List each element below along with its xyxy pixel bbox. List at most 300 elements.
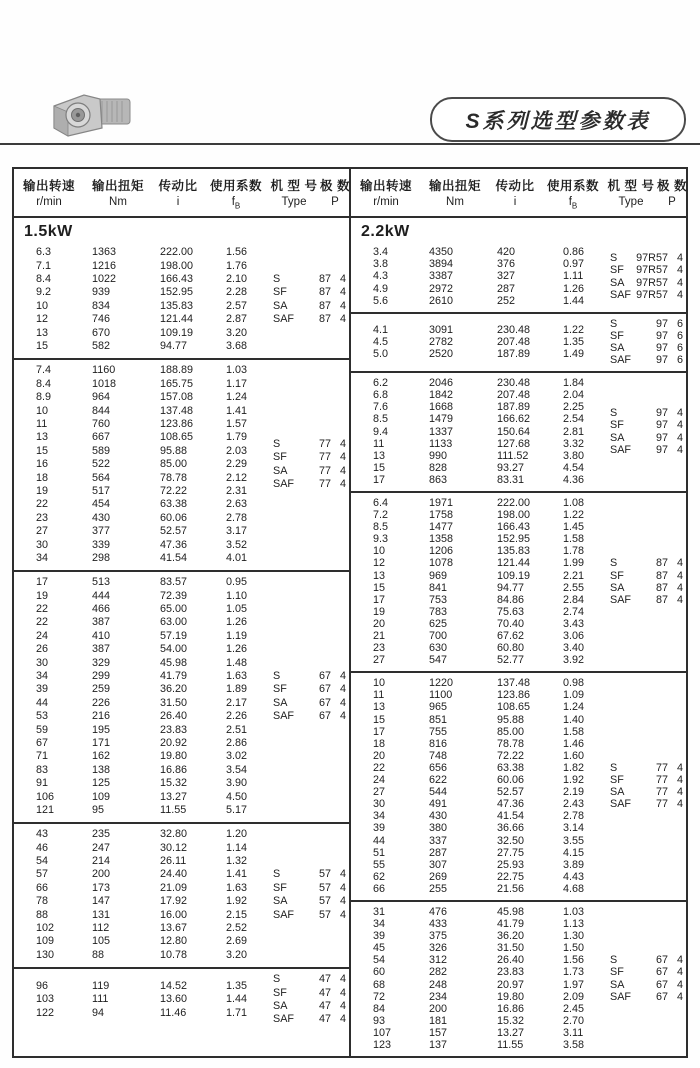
cell-value: 1.58	[563, 533, 585, 546]
cell-value: 2.51	[226, 723, 248, 736]
cell-value: 20	[373, 617, 386, 630]
cell-value: 122	[36, 1006, 55, 1019]
table-row	[14, 737, 257, 750]
cell-value: 2.54	[563, 413, 585, 426]
cell-value: 6.3	[36, 246, 52, 259]
cell-value: 1216	[92, 259, 117, 272]
cell-value: 123	[373, 1039, 392, 1052]
poles-value: 4	[676, 761, 683, 774]
cell-value: 3.68	[226, 340, 248, 353]
model-name	[610, 354, 668, 366]
data-rows	[351, 246, 594, 306]
model-size: 67	[655, 990, 668, 1003]
cell-value: 13	[373, 701, 386, 714]
cell-value: 166.43	[160, 273, 194, 286]
cell-value: 34	[373, 918, 386, 931]
cell-value: 23.83	[497, 966, 525, 979]
column-header-row	[14, 169, 349, 218]
column-header-unit: r/min	[36, 196, 62, 208]
cell-value: 105	[92, 935, 111, 948]
cell-value: 83.31	[497, 473, 525, 486]
model-size: 87	[655, 593, 668, 606]
cell-value: 26	[36, 643, 49, 656]
model-name	[273, 868, 331, 881]
table-row	[14, 260, 257, 273]
poles-value: 4	[676, 557, 683, 570]
cell-value: 31.50	[160, 696, 188, 709]
cell-value: 54	[373, 954, 386, 967]
column-header-zh: 使用系数	[209, 179, 262, 193]
cell-value: 755	[429, 725, 448, 738]
table-row	[351, 618, 594, 630]
cell-value: 252	[497, 294, 516, 307]
model-name	[610, 277, 668, 289]
cell-value: 939	[92, 286, 111, 299]
model-name	[610, 762, 668, 774]
poles-value: 4	[676, 407, 683, 420]
poles-value: 4	[676, 419, 683, 432]
ratio-block	[351, 373, 686, 493]
column-header-cell	[204, 176, 268, 210]
cell-value: 491	[429, 798, 448, 811]
cell-value: 1160	[92, 364, 116, 377]
data-rows	[14, 980, 257, 1020]
cell-value: 95	[92, 803, 105, 816]
cell-value: 1.92	[563, 774, 585, 787]
table-row	[351, 642, 594, 654]
table-row	[14, 458, 257, 471]
model-name	[610, 289, 668, 301]
model-prefix: SF	[610, 329, 624, 342]
cell-value: 109.19	[497, 569, 531, 582]
cell-value: 125	[92, 777, 111, 790]
cell-value: 17	[36, 576, 49, 589]
model-size: 97	[655, 329, 668, 342]
cell-value: 63.38	[497, 761, 525, 774]
poles-value: 4	[339, 908, 346, 921]
cell-value: 3.55	[563, 834, 585, 847]
column-header-zh: 极 数	[657, 179, 687, 193]
cell-value: 152.95	[160, 286, 194, 299]
cell-value: 9.4	[373, 425, 389, 438]
model-row	[594, 762, 698, 774]
table-row	[351, 377, 594, 389]
model-name	[273, 478, 331, 491]
model-row	[594, 979, 698, 991]
table-row	[14, 670, 257, 683]
cell-value: 1.97	[563, 978, 585, 991]
model-prefix: S	[610, 557, 618, 570]
model-row	[594, 594, 698, 606]
cell-value: 834	[92, 299, 111, 312]
cell-value: 622	[429, 774, 448, 787]
model-rows	[594, 407, 698, 455]
cell-value: 13.27	[160, 790, 188, 803]
poles-value: 4	[676, 966, 683, 979]
cell-value: 72	[373, 990, 386, 1003]
table-row	[351, 426, 594, 438]
model-prefix: SAF	[610, 288, 631, 301]
cell-value: 188.89	[160, 364, 194, 377]
cell-value: 216	[92, 710, 111, 723]
cell-value: 24.40	[160, 868, 188, 881]
table-row	[351, 438, 594, 450]
power-label: 2.2kW	[361, 223, 410, 241]
poles-value: 4	[676, 798, 683, 811]
cell-value: 75.63	[497, 605, 525, 618]
model-prefix: S	[610, 761, 618, 774]
model-row	[594, 991, 698, 1003]
table-row	[14, 630, 257, 643]
cell-value: 20.97	[497, 978, 525, 991]
cell-value: 8.9	[36, 391, 52, 404]
model-name	[610, 979, 668, 991]
column-header-unit: i	[513, 196, 517, 208]
cell-value: 72.22	[160, 484, 188, 497]
model-name	[610, 432, 668, 444]
table-half-1-5kw	[14, 169, 349, 1056]
column-header-cell	[152, 176, 204, 210]
model-prefix: S	[610, 407, 618, 420]
cell-value: 3.02	[226, 750, 248, 763]
cell-value: 15	[36, 340, 49, 353]
cell-value: 1.24	[563, 701, 585, 714]
table-row	[351, 594, 594, 606]
column-header-unit: i	[176, 196, 180, 208]
ratio-block	[14, 360, 349, 572]
column-header-zh: 输出扭矩	[428, 179, 481, 193]
cell-value: 27	[373, 654, 386, 667]
cell-value: 1.10	[226, 589, 248, 602]
cell-value: 83.57	[160, 576, 188, 589]
model-name	[610, 264, 668, 276]
cell-value: 2.03	[226, 444, 248, 457]
poles-value: 4	[676, 786, 683, 799]
column-header-unit: $f_B$	[568, 196, 578, 211]
column-header-cell	[14, 176, 84, 210]
model-name	[273, 286, 331, 299]
cell-value: 11.46	[160, 1006, 187, 1019]
cell-value: 6.8	[373, 389, 389, 402]
cell-value: 207.48	[497, 335, 531, 348]
model-row	[594, 786, 698, 798]
model-prefix: SA	[610, 978, 625, 991]
cell-value: 4.15	[563, 846, 585, 859]
cell-value: 1078	[429, 557, 454, 570]
cell-value: 380	[429, 822, 448, 835]
cell-value: 10	[373, 677, 386, 690]
cell-value: 5.17	[226, 803, 248, 816]
model-row	[257, 670, 361, 683]
cell-value: 26.40	[160, 710, 188, 723]
cell-value: 4.36	[563, 473, 585, 486]
cell-value: 969	[429, 569, 448, 582]
model-name	[273, 710, 331, 723]
cell-value: 1.26	[226, 616, 248, 629]
cell-value: 844	[92, 404, 111, 417]
cell-value: 41.79	[160, 670, 188, 683]
poles-value: 4	[339, 895, 346, 908]
model-row	[594, 264, 698, 276]
model-name	[273, 451, 331, 464]
cell-value: 34	[36, 670, 49, 683]
cell-value: 433	[429, 918, 448, 931]
cell-value: 287	[497, 282, 516, 295]
cell-value: 0.97	[563, 258, 585, 271]
cell-value: 13.27	[497, 1026, 525, 1039]
model-prefix: SAF	[610, 354, 631, 367]
cell-value: 21.56	[497, 882, 525, 895]
model-row	[257, 465, 361, 478]
model-name	[610, 966, 668, 978]
cell-value: 94.77	[497, 581, 525, 594]
poles-value: 4	[339, 868, 346, 881]
cell-value: 841	[429, 581, 448, 594]
cell-value: 53	[36, 710, 49, 723]
table-row	[351, 348, 594, 360]
poles-value: 4	[676, 443, 683, 456]
model-size: 47	[318, 986, 331, 999]
cell-value: 1971	[429, 496, 454, 509]
model-rows	[594, 762, 698, 810]
table-row	[351, 871, 594, 883]
model-size: 97	[655, 431, 668, 444]
table-row	[351, 557, 594, 569]
cell-value: 41.54	[160, 551, 188, 564]
poles-value: 4	[676, 288, 683, 301]
cell-value: 22	[36, 616, 49, 629]
cell-value: 1.20	[226, 828, 248, 841]
cell-value: 44	[373, 834, 386, 847]
poles-value: 4	[676, 252, 683, 265]
model-prefix: SAF	[273, 710, 294, 723]
table-row	[351, 389, 594, 401]
cell-value: 2.15	[226, 908, 248, 921]
table-row	[14, 697, 257, 710]
cell-value: 430	[429, 810, 448, 823]
cell-value: 1.56	[563, 954, 585, 967]
cell-value: 85.00	[497, 725, 525, 738]
model-prefix: SF	[610, 569, 624, 582]
cell-value: 22	[36, 603, 49, 616]
poles-value: 4	[339, 299, 346, 312]
cell-value: 15	[373, 461, 386, 474]
table-row	[351, 701, 594, 713]
cell-value: 1.84	[563, 377, 585, 390]
cell-value: 17	[373, 593, 386, 606]
cell-value: 4.50	[226, 790, 248, 803]
table-row	[14, 895, 257, 908]
cell-value: 45	[373, 942, 386, 955]
model-row	[257, 909, 361, 922]
cell-value: 2.17	[226, 696, 248, 709]
cell-value: 94	[92, 1006, 105, 1019]
model-name	[610, 594, 668, 606]
table-row	[351, 413, 594, 425]
cell-value: 187.89	[497, 401, 531, 414]
model-row	[257, 273, 361, 286]
table-row	[14, 246, 257, 259]
model-size: 77	[655, 798, 668, 811]
cell-value: 31.50	[497, 942, 525, 955]
table-row	[14, 855, 257, 868]
cell-value: 2.04	[563, 389, 585, 402]
cell-value: 57.19	[160, 629, 188, 642]
cell-value: 121	[36, 803, 55, 816]
cell-value: 2046	[429, 377, 454, 390]
cell-value: 30	[36, 656, 49, 669]
ratio-block	[14, 572, 349, 824]
model-row	[594, 342, 698, 354]
cell-value: 171	[92, 736, 111, 749]
cell-value: 4.3	[373, 270, 389, 283]
cell-value: 2.28	[226, 286, 248, 299]
cell-value: 165.75	[160, 377, 194, 390]
cell-value: 1133	[429, 437, 453, 450]
data-rows	[351, 677, 594, 895]
cell-value: 19.80	[160, 750, 188, 763]
table-row	[14, 882, 257, 895]
cell-value: 517	[92, 484, 111, 497]
cell-value: 3.20	[226, 948, 248, 961]
model-prefix: SF	[610, 419, 624, 432]
table-row	[351, 570, 594, 582]
cell-value: 454	[92, 498, 111, 511]
cell-value: 2.84	[563, 593, 585, 606]
poles-value: 4	[676, 276, 683, 289]
cell-value: 13.60	[160, 993, 188, 1006]
model-name	[273, 697, 331, 710]
cell-value: 1.24	[226, 391, 248, 404]
table-row	[351, 738, 594, 750]
cell-value: 4.1	[373, 323, 389, 336]
cell-value: 21	[373, 630, 386, 643]
model-size: 87	[318, 313, 331, 326]
cell-value: 36.66	[497, 822, 525, 835]
model-row	[594, 954, 698, 966]
data-rows	[14, 576, 257, 817]
model-size: 67	[655, 966, 668, 979]
table-row	[14, 791, 257, 804]
cell-value: 200	[92, 868, 111, 881]
cell-value: 2.70	[563, 1014, 585, 1027]
cell-value: 137.48	[160, 404, 194, 417]
model-size: 97	[655, 407, 668, 420]
model-prefix: SF	[610, 264, 624, 277]
cell-value: 748	[429, 749, 448, 762]
cell-value: 109	[36, 935, 55, 948]
cell-value: 2.12	[226, 471, 248, 484]
cell-value: 39	[373, 930, 386, 943]
cell-value: 3.80	[563, 449, 585, 462]
model-size: 57	[318, 895, 331, 908]
cell-value: 2.21	[563, 569, 585, 582]
poles-value: 4	[676, 954, 683, 967]
cell-value: 16.86	[497, 1002, 525, 1015]
data-rows	[351, 377, 594, 486]
cell-value: 1.78	[563, 545, 585, 558]
cell-value: 19.80	[497, 990, 525, 1003]
cell-value: 0.86	[563, 246, 585, 259]
cell-value: 3.40	[563, 642, 585, 655]
cell-value: 157	[429, 1026, 448, 1039]
model-row	[594, 570, 698, 582]
cell-value: 783	[429, 605, 448, 618]
table-row	[14, 922, 257, 935]
cell-value: 10	[36, 404, 49, 417]
cell-value: 36.20	[497, 930, 525, 943]
data-rows	[351, 497, 594, 666]
model-row	[257, 895, 361, 908]
model-prefix: SA	[273, 464, 288, 477]
model-prefix: S	[273, 273, 281, 286]
cell-value: 3091	[429, 323, 454, 336]
column-header-zh: 机 型 号	[607, 179, 655, 193]
cell-value: 181	[429, 1014, 448, 1027]
table-row	[14, 603, 257, 616]
cell-value: 476	[429, 905, 448, 918]
cell-value: 1.44	[226, 993, 248, 1006]
cell-value: 127.68	[497, 437, 531, 450]
column-header-zh: 输出转速	[22, 179, 75, 193]
cell-value: 3.92	[563, 654, 585, 667]
cell-value: 62	[373, 870, 386, 883]
cell-value: 2782	[429, 335, 454, 348]
cell-value: 214	[92, 855, 111, 868]
table-row	[14, 539, 257, 552]
model-prefix: S	[610, 954, 618, 967]
gear-motor-illustration	[44, 90, 140, 140]
model-row	[257, 478, 361, 491]
table-row	[351, 786, 594, 798]
model-row	[257, 973, 361, 986]
cell-value: 1.50	[563, 942, 585, 955]
table-row	[14, 273, 257, 286]
cell-value: 2.63	[226, 498, 248, 511]
model-rows	[594, 954, 698, 1002]
model-row	[257, 868, 361, 881]
cell-value: 1842	[429, 389, 454, 402]
table-row	[14, 286, 257, 299]
table-row	[14, 313, 257, 326]
cell-value: 816	[429, 737, 448, 750]
cell-value: 2.52	[226, 922, 248, 935]
cell-value: 746	[92, 313, 111, 326]
cell-value: 41.79	[497, 918, 525, 931]
poles-value: 6	[676, 341, 683, 354]
cell-value: 15	[36, 444, 49, 457]
data-rows	[351, 906, 594, 1051]
model-prefix: SA	[273, 696, 288, 709]
cell-value: 17	[373, 725, 386, 738]
cell-value: 88	[92, 948, 105, 961]
cell-value: 8.4	[36, 273, 52, 286]
cell-value: 700	[429, 630, 448, 643]
table-row	[14, 512, 257, 525]
model-row	[257, 438, 361, 451]
cell-value: 3.20	[226, 326, 248, 339]
cell-value: 259	[92, 683, 111, 696]
model-size: 77	[318, 464, 331, 477]
column-header-zh: 使用系数	[546, 179, 599, 193]
cell-value: 67	[36, 736, 49, 749]
cell-value: 1.41	[226, 868, 248, 881]
poles-value: 4	[339, 973, 346, 986]
cell-value: 1.30	[563, 930, 585, 943]
cell-value: 1.22	[563, 323, 585, 336]
model-size: 77	[318, 451, 331, 464]
cell-value: 3.11	[563, 1026, 584, 1039]
